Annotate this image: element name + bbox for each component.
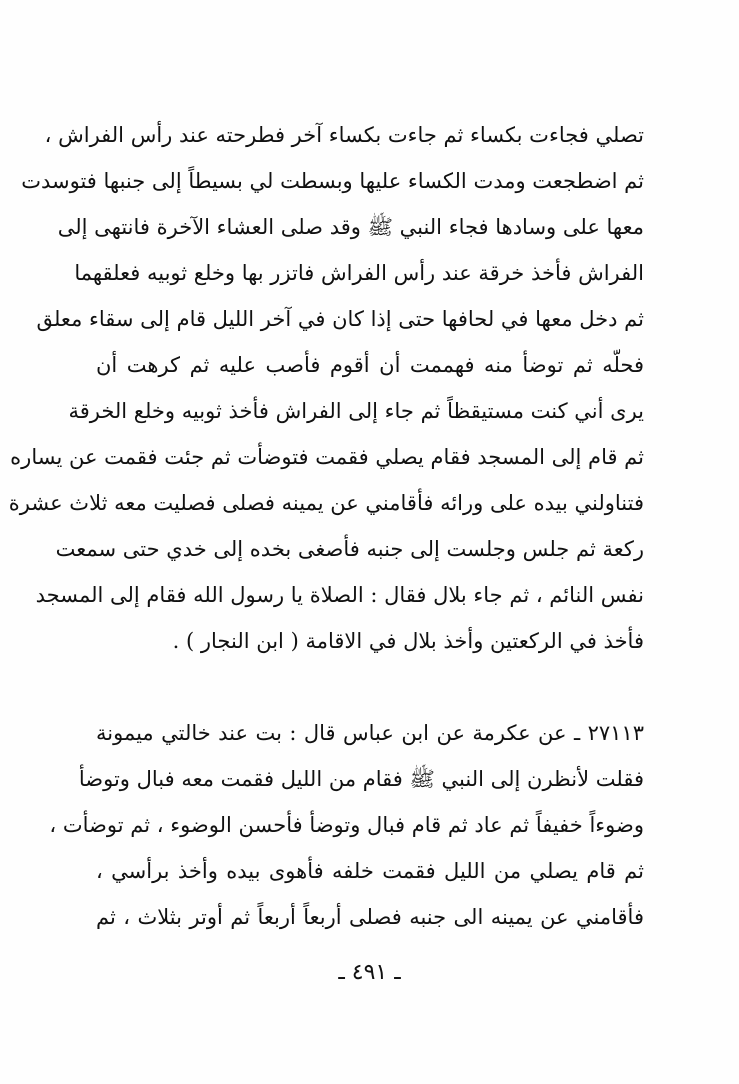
text-line: فحلّه ثم توضأ منه فهممت أن أقوم فأصب عليه ثم كرهت أن [96,353,644,377]
paragraph-continuation [8,112,644,664]
text-line: ركعة ثم جلس وجلست إلى جنبه فأصغى بخده إلى خدي حتى سمعت [55,537,644,561]
page-number: ـ ٤٩١ ـ [338,960,401,985]
text-line: فأقامني عن يمينه الى جنبه فصلى أربعاً أربعاً ثم أوتر بثلاث ، ثم [96,905,644,929]
text-line: فتناولني بيده على ورائه فأقامني عن يمينه فصلى فصليت معه ثلاث عشرة [8,491,644,515]
text-line: ثم قام يصلي من الليل فقمت خلفه فأهوى بيده وأخذ برأسي ، [96,859,644,883]
text-line: ثم دخل معها في لحافها حتى إذا كان في آخر الليل قام إلى سقاء معلق [36,307,644,331]
text-line: فأخذ في الركعتين وأخذ بلال في الاقامة ( ابن النجار ) . [172,629,644,653]
text-line: ثم اضطجعت ومدت الكساء عليها وبسطت لي بسيطاً إلى جنبها فتوسدت [21,169,644,193]
hadith-paragraph [49,710,644,940]
text-line: معها على وسادها فجاء النبي ﷺ وقد صلى العشاء الآخرة فانتهى إلى [57,215,644,239]
text-line: يرى أني كنت مستيقظاً ثم جاء إلى الفراش فأخذ ثوبيه وخلع الخرقة [68,399,644,423]
text-line: تصلي فجاءت بكساء ثم جاءت بكساء آخر فطرحته عند رأس الفراش ، [44,123,644,147]
text-line: الفراش فأخذ خرقة عند رأس الفراش فاتزر بها وخلع ثوبيه فعلقهما [74,261,644,285]
text-line: وضوءاً خفيفاً ثم عاد ثم قام فبال وتوضأ فأحسن الوضوء ، ثم توضأت ، [49,813,644,837]
text-line: نفس النائم ، ثم جاء بلال فقال : الصلاة يا رسول الله فقام إلى المسجد [35,583,644,607]
text-line: ٢٧١١٣ ـ عن عكرمة عن ابن عباس قال : بت عند خالتي ميمونة [96,721,644,745]
text-line: فقلت لأنظرن إلى النبي ﷺ فقام من الليل فقمت معه فبال وتوضأ [78,767,644,791]
text-line: ثم قام إلى المسجد فقام يصلي فقمت فتوضأت ثم جئت فقمت عن يساره [10,445,644,469]
